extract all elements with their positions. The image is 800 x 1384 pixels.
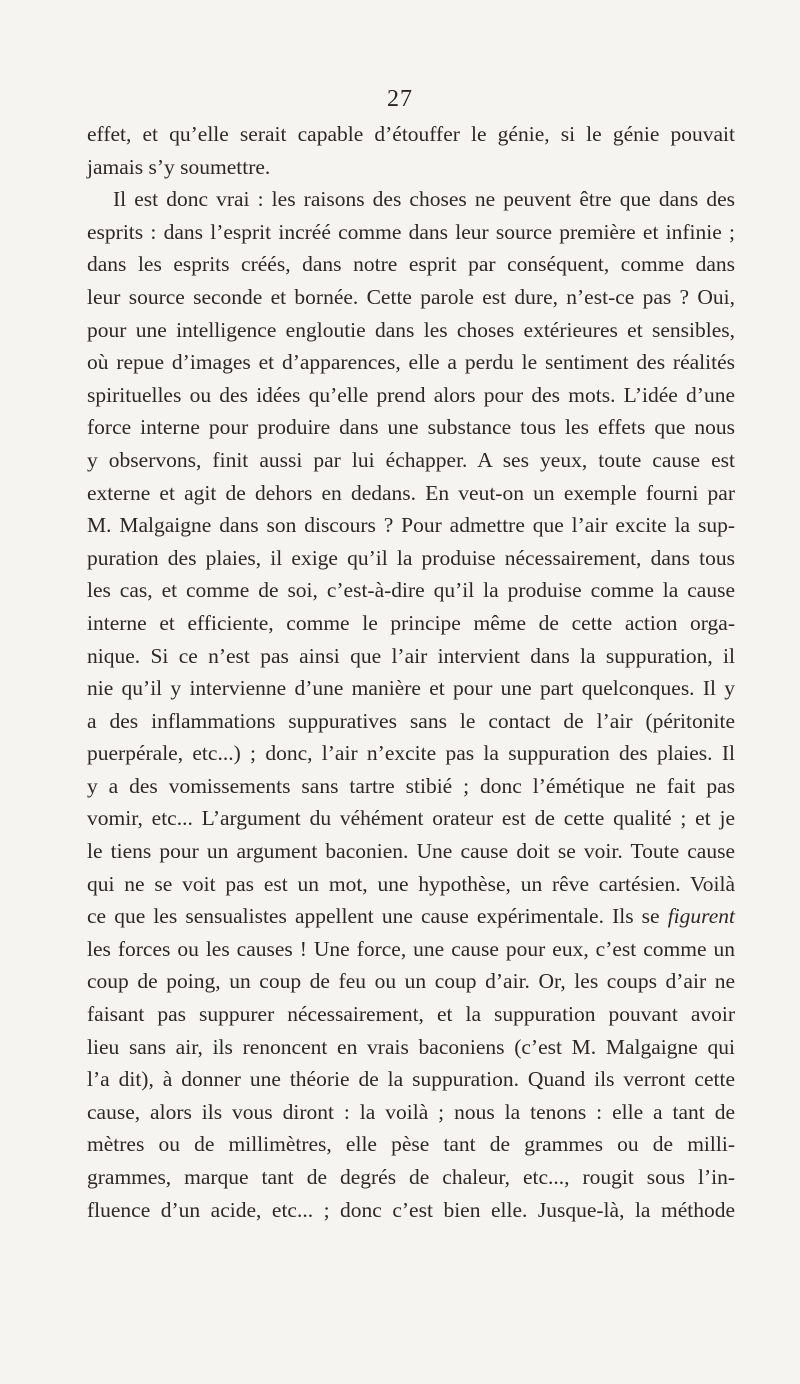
text-line: interne et efficiente, comme le principe même de cette action orga- [87,610,735,635]
page-number: 27 [387,86,413,112]
text-line: mètres ou de millimètres, elle pèse tant de grammes ou de milli- [87,1132,735,1157]
text-line: ce que les sensualistes appellent une cause expérimentale. Ils se figurent [87,904,735,929]
text-line: lieu sans air, ils renoncent en vrais baconiens (c’est M. Malgaigne qui [87,1034,735,1059]
text-line: Il est donc vrai : les raisons des choses ne peuvent être que dans des [113,187,735,212]
body-text [87,118,735,1226]
text-line: spirituelles ou des idées qu’elle prend alors pour des mots. L’idée d’une [87,382,735,407]
text-line: jamais s’y soumettre. [87,154,271,179]
text-line: force interne pour produire dans une substance tous les effets que nous [87,415,735,440]
text-line: l’a dit), à donner une théorie de la suppuration. Quand ils verront cette [87,1067,735,1092]
text-line: les forces ou les causes ! Une force, une cause pour eux, c’est comme un [87,936,735,961]
text-line: pour une intelligence engloutie dans les choses extérieures et sensibles, [87,317,735,342]
text-line: esprits : dans l’esprit incréé comme dans leur source première et infinie ; [87,219,735,244]
text-line: y a des vomissements sans tartre stibié ; donc l’émétique ne fait pas [87,773,735,798]
text-line: cause, alors ils vous diront : la voilà ; nous la tenons : elle a tant de [87,1099,735,1124]
text-line: qui ne se voit pas est un mot, une hypothèse, un rêve cartésien. Voilà [87,871,735,896]
italic-word: figurent [667,904,735,929]
text-line: effet, et qu’elle serait capable d’étouffer le génie, si le génie pouvait [87,122,735,146]
text-line: leur source seconde et bornée. Cette parole est dure, n’est-ce pas ? Oui, [87,284,735,309]
text-line: a des inflammations suppuratives sans le contact de l’air (péritonite [87,708,735,733]
text-line: les cas, et comme de soi, c’est-à-dire qu’il la produise comme la cause [87,578,735,603]
text-line: puerpérale, etc...) ; donc, l’air n’excite pas la suppuration des plaies. Il [87,741,735,766]
text-line: fluence d’un acide, etc... ; donc c’est bien elle. Jusque-là, la méthode [87,1197,735,1222]
text-line: où repue d’images et d’apparences, elle a perdu le sentiment des réalités [87,350,735,375]
text-line: nique. Si ce n’est pas ainsi que l’air intervient dans la suppuration, il [87,643,735,668]
text-line: y observons, finit aussi par lui échapper. A ses yeux, toute cause est [87,447,735,472]
text-line: vomir, etc... L’argument du véhément orateur est de cette qualité ; et je [87,806,735,831]
text-line: faisant pas suppurer nécessairement, et la suppuration pouvant avoir [87,1002,735,1027]
text-line: grammes, marque tant de degrés de chaleur, etc..., rougit sous l’in- [87,1165,735,1189]
text-line: externe et agit de dehors en dedans. En veut-on un exemple fourni par [87,480,735,505]
text-line: puration des plaies, il exige qu’il la produise nécessairement, dans tous [87,545,735,570]
text-line: dans les esprits créés, dans notre esprit par conséquent, comme dans [87,252,735,277]
text-line: coup de poing, un coup de feu ou un coup d’air. Or, les coups d’air ne [87,969,735,994]
text-line: le tiens pour un argument baconien. Une cause doit se voir. Toute cause [87,839,735,864]
text-line: nie qu’il y intervienne d’une manière et pour une part quelconques. Il y [87,676,735,701]
text-line: M. Malgaigne dans son discours ? Pour admettre que l’air excite la sup- [87,513,735,538]
